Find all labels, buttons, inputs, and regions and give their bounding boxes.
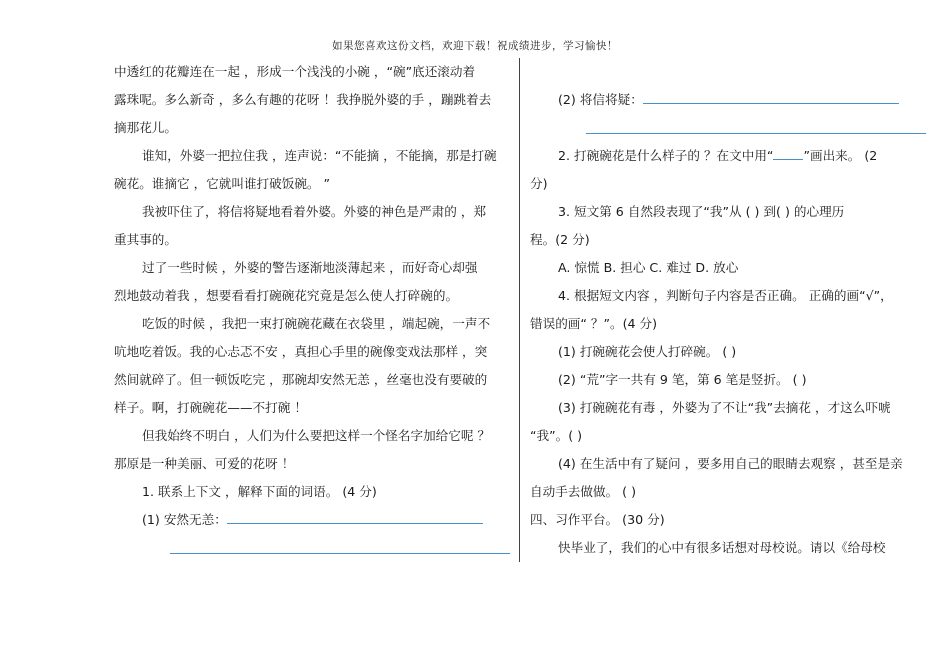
text-line: 然间就碎了。但一顿饭吃完 ，那碗却安然无恙 ，丝毫也没有要破的 [114,372,488,387]
answer-line-row[interactable] [114,534,512,562]
question-4-3: (3) 打碗碗花有毒 ，外婆为了不让“我”去摘花 ，才这么吓唬 [558,400,891,415]
text-line: 我被吓住了，将信将疑地看着外婆。外婆的神色是严肃的 ，郑 [142,204,487,219]
question-4-1: (1) 打碗碗花会使人打碎碗。 ( ) [558,344,737,359]
text-line: 谁知，外婆一把拉住我 ，连声说：“不能摘 ，不能摘，那是打碗 [142,148,497,163]
column-divider [519,58,520,562]
question-1-title: 1. 联系上下文 ，解释下面的词语。 (4 分) [142,484,377,499]
text-line: 碗花。谁摘它 ，它就叫谁打破饭碗。 ” [114,176,331,191]
text-line: 但我始终不明白 ，人们为什么要把这样一个怪名字加给它呢 ？ [142,428,491,443]
text-line: 程。(2 分) [530,232,590,247]
spacer [530,58,930,86]
text-line: 样子。啊，打碗碗花——不打碗 ！ [114,400,307,415]
question-4-4: (4) 在生活中有了疑问 ，要多用自己的眼睛去观察 ，甚至是亲 [558,456,903,471]
question-4: 4. 根据短文内容 ，判断句子内容是否正确。 正确的画“√”， [558,288,893,303]
question-4-2: (2) “荒”字一共有 9 笔，第 6 笔是竖折。 ( ) [558,372,807,387]
question-1-2 [530,86,930,114]
question-1-1-label: (1) 安然无恙： [142,512,227,527]
text-line: 烈地鼓动着我 ，想要看看打碗碗花究竟是怎么使人打碎碗的。 [114,288,459,303]
text-line: 吭地吃着饭。我的心忐忑不安 ，真担心手里的碗像变戏法那样 ，突 [114,344,488,359]
answer-line[interactable] [227,509,483,524]
text-line: 中透红的花瓣连在一起 ，形成一个浅浅的小碗 ，“碗”底还滚动着 [114,64,476,79]
text-line: 错误的画“ ？”。(4 分) [530,316,658,331]
essay-prompt: 快毕业了，我们的心中有很多话想对母校说。请以《给母校 [558,540,886,555]
question-2 [530,142,930,170]
left-column [114,58,512,562]
answer-line[interactable] [586,133,926,134]
text-line: 那原是一种美丽、可爱的花呀 ！ [114,456,295,471]
right-column [530,58,930,562]
answer-line[interactable] [643,89,899,104]
question-1-1 [114,506,512,534]
text-line: 摘那花儿。 [114,120,177,135]
inline-blank[interactable] [773,145,803,160]
text-line: 吃饭的时候 ，我把一束打碗碗花藏在衣袋里 ，端起碗，一声不 [142,316,491,331]
answer-line-row[interactable] [530,114,930,142]
question-3: 3. 短文第 6 自然段表现了“我”从 ( ) 到( ) 的心理历 [558,204,845,219]
text-line: 自动手去做做。 ( ) [530,484,636,499]
section-4-title: 四、习作平台。 (30 分) [530,512,665,527]
question-3-options: A. 惊慌 B. 担心 C. 难过 D. 放心 [558,260,739,275]
question-2-text-a: 2. 打碗碗花是什么样子的 ？在文中用“ [558,148,774,163]
answer-line[interactable] [170,553,510,554]
question-1-2-label: (2) 将信将疑： [558,92,643,107]
page-header: 如果您喜欢这份文档，欢迎下载！祝成绩进步，学习愉快！ [332,40,618,52]
question-2-text-b: ”画出来。 (2 [803,148,878,163]
text-line: 露珠呢。多么新奇 ，多么有趣的花呀 ！我挣脱外婆的手 ，蹦跳着去 [114,92,492,107]
text-line: 过了一些时候 ，外婆的警告逐渐地淡薄起来 ，而好奇心却强 [142,260,478,275]
text-line: “我”。( ) [530,428,583,443]
text-line: 分) [530,176,548,191]
text-line: 重其事的。 [114,232,177,247]
